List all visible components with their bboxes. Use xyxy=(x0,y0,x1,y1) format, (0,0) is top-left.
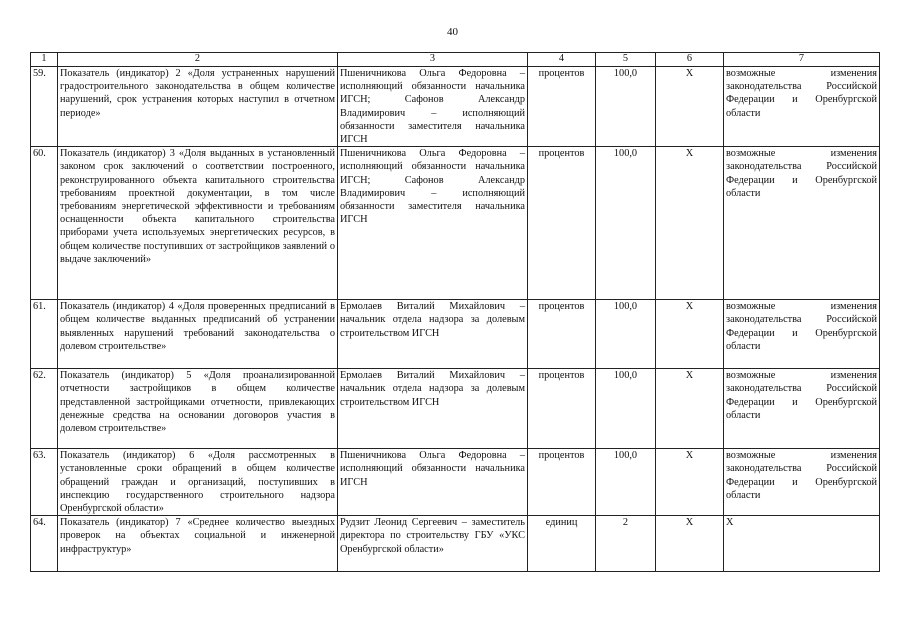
unit-cell: процентов xyxy=(528,147,596,300)
indicator-cell: Показатель (индикатор) 3 «Доля выданных в установленный законом срок заключений о соответствии построенного, реконструированного объекта капитального строительства требованиям проектной документации, в том числе требованиям энергетической эффективности и требованиям оснащенности объекта капитального строительства приборами учета используемых энергетических ресурсов, в общем количестве поступивших от застройщиков заявлений о выдаче заключений» xyxy=(58,147,338,300)
table-header-row xyxy=(31,53,880,67)
row-number: 62. xyxy=(31,369,58,449)
value-cell: 2 xyxy=(596,516,656,572)
responsible-cell: Ермолаев Виталий Михайлович – начальник отдела надзора за долевым строительством ИГСН xyxy=(338,369,528,449)
unit-cell: процентов xyxy=(528,449,596,516)
value-cell: 100,0 xyxy=(596,449,656,516)
value-cell: 100,0 xyxy=(596,300,656,369)
row-number: 64. xyxy=(31,516,58,572)
note-cell: возможные изменения законодательства Российской Федерации и Оренбургской области xyxy=(724,67,880,147)
unit-cell: единиц xyxy=(528,516,596,572)
column-header: 5 xyxy=(596,53,656,67)
row-number: 61. xyxy=(31,300,58,369)
table-row xyxy=(31,516,880,572)
column-header: 6 xyxy=(656,53,724,67)
note-cell: возможные изменения законодательства Российской Федерации и Оренбургской области xyxy=(724,449,880,516)
mark-cell: Х xyxy=(656,516,724,572)
note-cell: возможные изменения законодательства Российской Федерации и Оренбургской области xyxy=(724,147,880,300)
responsible-cell: Ермолаев Виталий Михайлович – начальник отдела надзора за долевым строительством ИГСН xyxy=(338,300,528,369)
note-cell: возможные изменения законодательства Российской Федерации и Оренбургской области xyxy=(724,300,880,369)
mark-cell: Х xyxy=(656,449,724,516)
unit-cell: процентов xyxy=(528,67,596,147)
indicator-cell: Показатель (индикатор) 5 «Доля проанализированной отчетности застройщиков в общем количестве представленной застройщиками отчетности, привлекающих денежные средства на основании договоров участия в долевом строительстве» xyxy=(58,369,338,449)
row-number: 63. xyxy=(31,449,58,516)
column-header: 3 xyxy=(338,53,528,67)
mark-cell: Х xyxy=(656,300,724,369)
indicator-cell: Показатель (индикатор) 6 «Доля рассмотренных в установленные сроки обращений в общем количестве обращений граждан и организаций, поступивших в инспекцию государственного строительного надзора Оренбургской области» xyxy=(58,449,338,516)
indicator-cell: Показатель (индикатор) 2 «Доля устраненных нарушений градостроительного законодательства в общем количестве нарушений, срок устранения которых наступил в отчетном периоде» xyxy=(58,67,338,147)
responsible-cell: Пшеничникова Ольга Федоровна – исполняющий обязанности начальника ИГСН xyxy=(338,449,528,516)
column-header: 2 xyxy=(58,53,338,67)
table-row xyxy=(31,147,880,300)
column-header: 4 xyxy=(528,53,596,67)
mark-cell: Х xyxy=(656,147,724,300)
mark-cell: Х xyxy=(656,67,724,147)
indicator-cell: Показатель (индикатор) 7 «Среднее количество выездных проверок на объектах социальной и инженерной инфраструктур» xyxy=(58,516,338,572)
unit-cell: процентов xyxy=(528,300,596,369)
table-row xyxy=(31,369,880,449)
value-cell: 100,0 xyxy=(596,147,656,300)
table-row xyxy=(31,449,880,516)
mark-cell: Х xyxy=(656,369,724,449)
value-cell: 100,0 xyxy=(596,369,656,449)
page-number: 40 xyxy=(447,26,458,38)
column-header: 1 xyxy=(31,53,58,67)
indicator-cell: Показатель (индикатор) 4 «Доля проверенных предписаний в общем количестве выданных предписаний об устранении выявленных нарушений требований законодательства о долевом строительстве» xyxy=(58,300,338,369)
responsible-cell: Пшеничникова Ольга Федоровна – исполняющий обязанности начальника ИГСН; Сафонов Александр Владимирович – исполняющий обязанности заместителя начальника ИГСН xyxy=(338,67,528,147)
value-cell: 100,0 xyxy=(596,67,656,147)
table-row xyxy=(31,67,880,147)
responsible-cell: Рудзит Леонид Сергеевич – заместитель директора по строительству ГБУ «УКС Оренбургской области» xyxy=(338,516,528,572)
responsible-cell: Пшеничникова Ольга Федоровна – исполняющий обязанности начальника ИГСН; Сафонов Александр Владимирович – исполняющий обязанности заместителя начальника ИГСН xyxy=(338,147,528,300)
indicators-table xyxy=(30,52,880,572)
unit-cell: процентов xyxy=(528,369,596,449)
note-cell: возможные изменения законодательства Российской Федерации и Оренбургской области xyxy=(724,369,880,449)
row-number: 59. xyxy=(31,67,58,147)
table-row xyxy=(31,300,880,369)
note-cell: Х xyxy=(724,516,880,572)
row-number: 60. xyxy=(31,147,58,300)
column-header: 7 xyxy=(724,53,880,67)
